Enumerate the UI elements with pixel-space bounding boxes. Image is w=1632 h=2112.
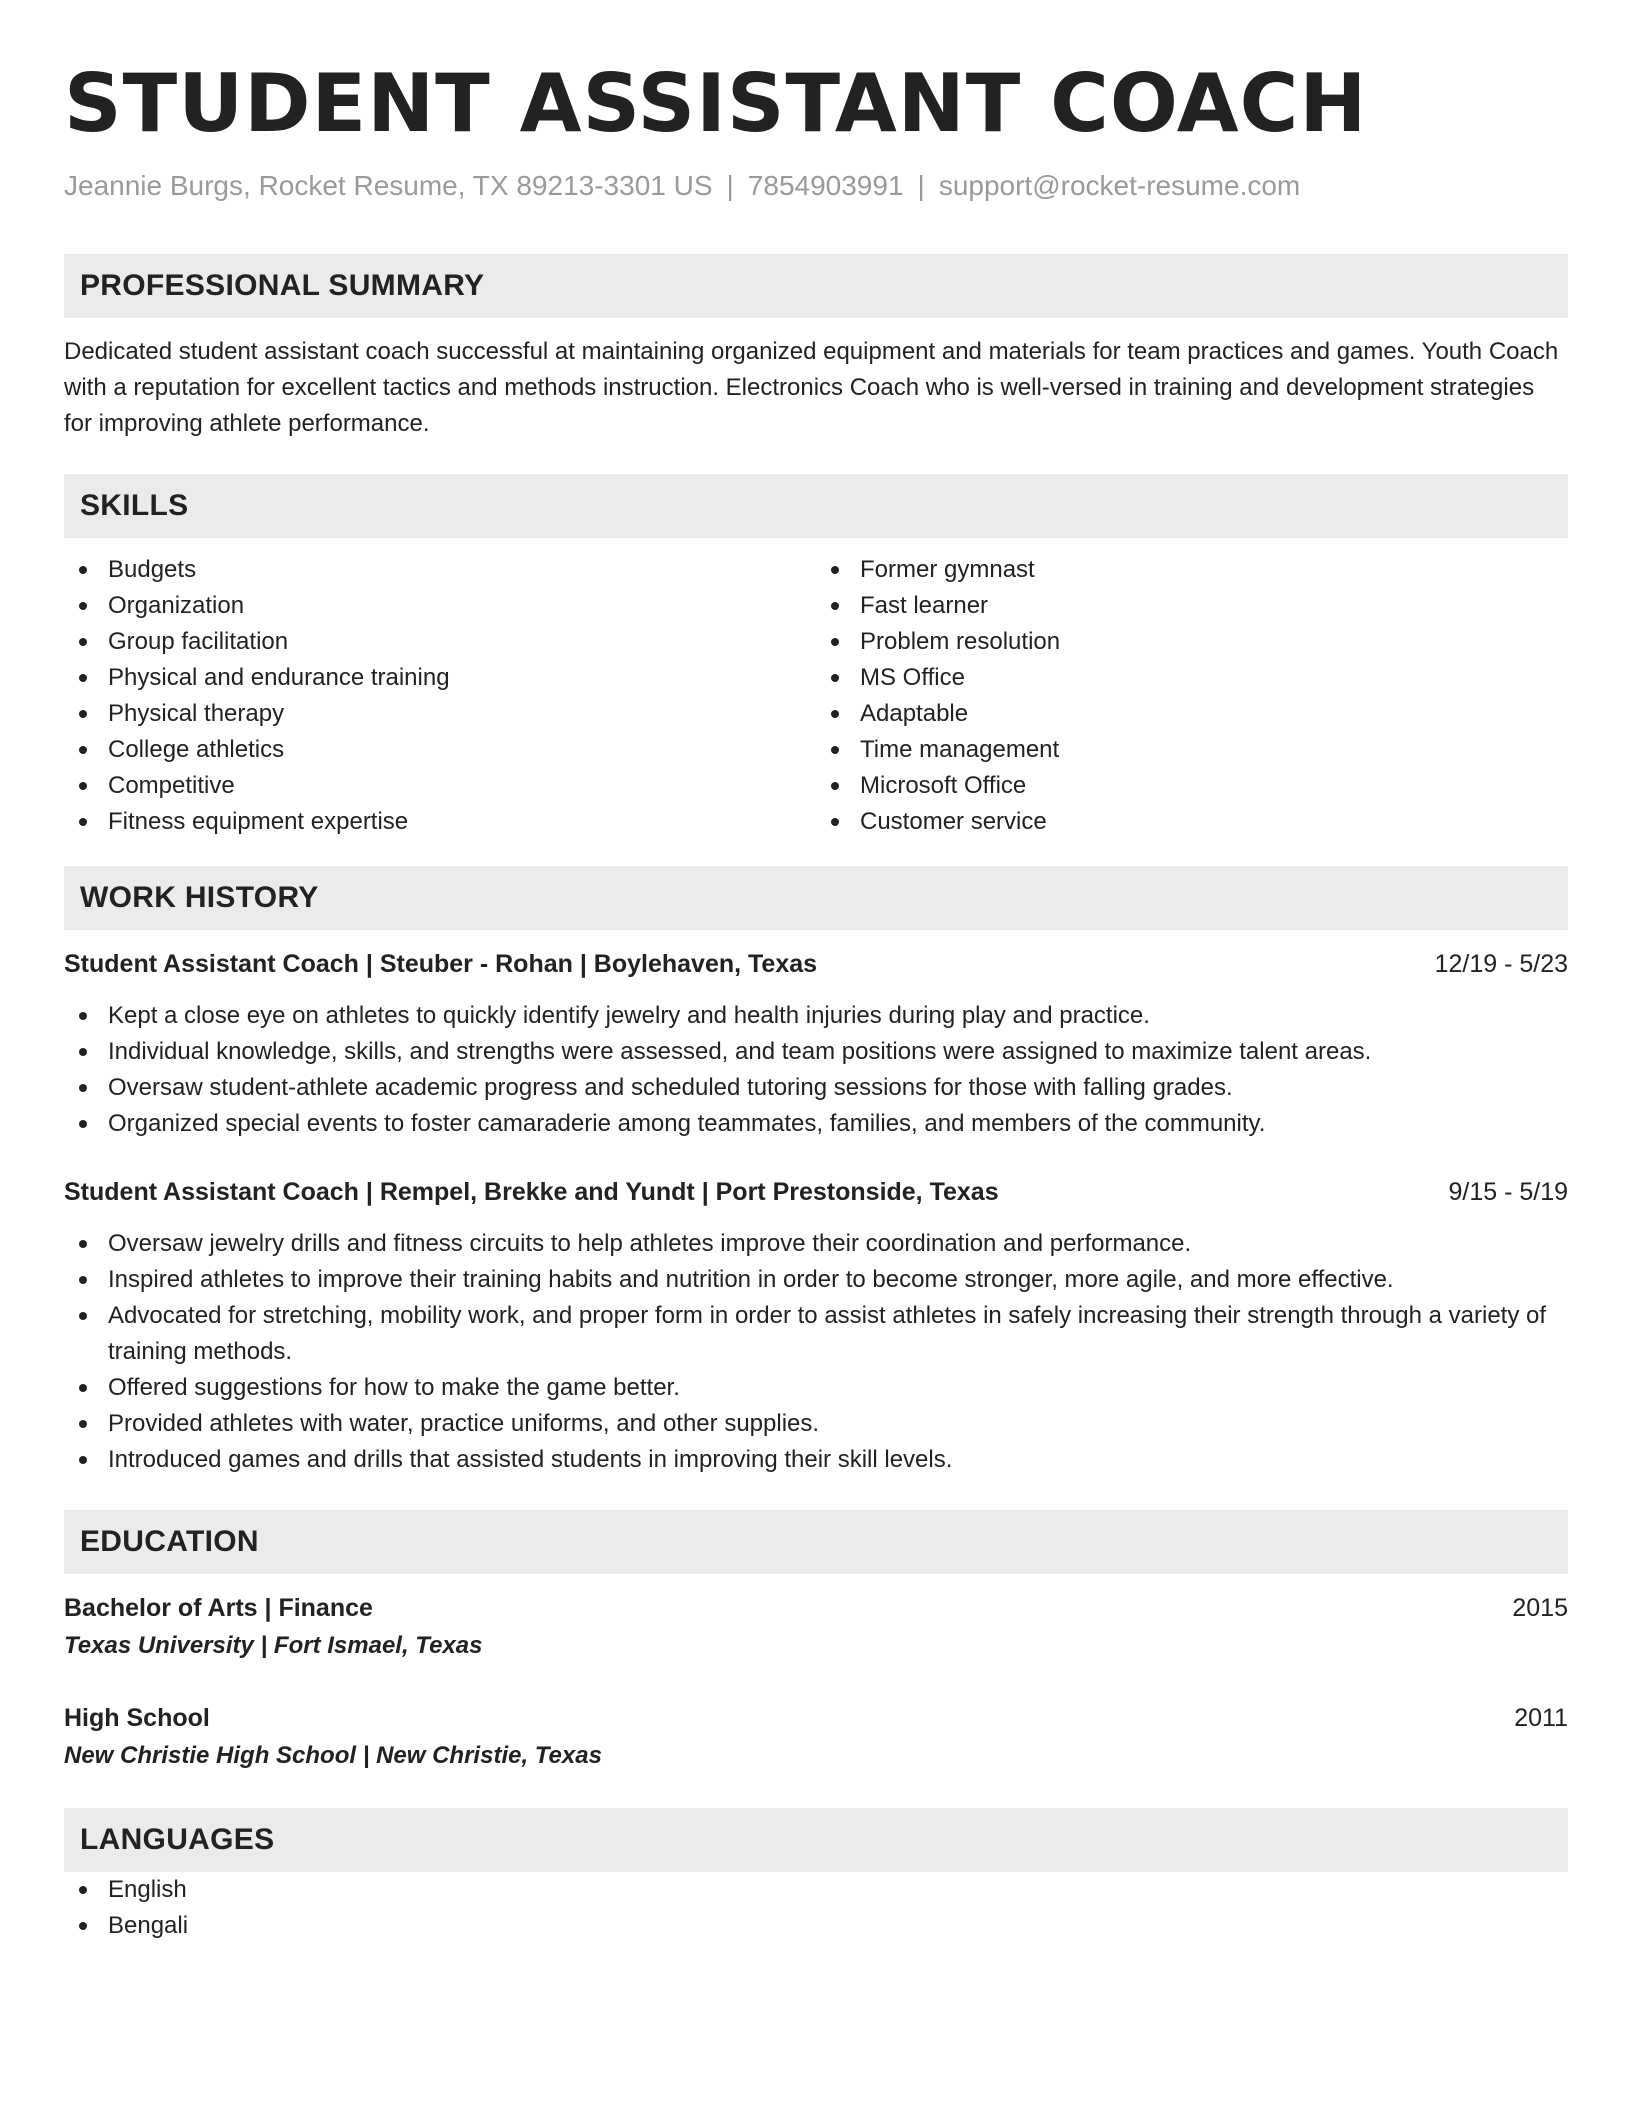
- bullet-icon: [79, 1384, 87, 1392]
- bullet-icon: [79, 1276, 87, 1284]
- education-header: [64, 1700, 1568, 1736]
- contact-line: [64, 168, 1568, 204]
- job-entry: [64, 1174, 1568, 1478]
- bullet-icon: [831, 710, 839, 718]
- bullet-icon: [79, 674, 87, 682]
- education-school: New Christie High School | New Christie, Texas: [64, 1742, 602, 1769]
- skill-item: Former gymnast: [816, 552, 1568, 588]
- job-bullet: Introduced games and drills that assisted students in improving their skill levels.: [64, 1442, 1568, 1478]
- bullet-icon: [79, 746, 87, 754]
- bullet-icon: [831, 782, 839, 790]
- summary-text: Dedicated student assistant coach successful at maintaining organized equipment and materials for team practices and games. Youth Coach with a reputation for excellent tactics and methods instruction. Electronics Coach who is well-versed in training and development strategies for improving athlete performance.: [64, 338, 1559, 437]
- bullet-icon: [79, 818, 87, 826]
- skills-grid: [64, 552, 1568, 840]
- bullet-icon: [831, 602, 839, 610]
- skills-column-right: [816, 552, 1568, 840]
- job-bullet: Oversaw student-athlete academic progress and scheduled tutoring sessions for those with falling grades.: [64, 1070, 1568, 1106]
- section-header-skills: SKILLS: [64, 474, 1568, 538]
- bullet-icon: [831, 638, 839, 646]
- education-header: [64, 1590, 1568, 1626]
- education-entry: [64, 1700, 1568, 1776]
- job-title: Student Assistant Coach | Rempel, Brekke and Yundt | Port Prestonside, Texas: [64, 1178, 999, 1206]
- bullet-icon: [79, 1922, 87, 1930]
- education-year: 2011: [1514, 1704, 1568, 1732]
- contact-address: Jeannie Burgs, Rocket Resume, TX 89213-3301 US: [64, 170, 713, 201]
- bullet-icon: [79, 782, 87, 790]
- job-dates: 9/15 - 5/19: [1448, 1178, 1568, 1206]
- skill-item: Adaptable: [816, 696, 1568, 732]
- skill-item: MS Office: [816, 660, 1568, 696]
- education-degree: High School: [64, 1704, 210, 1732]
- job-header: [64, 946, 1568, 982]
- job-bullet: Offered suggestions for how to make the game better.: [64, 1370, 1568, 1406]
- job-bullets: [64, 1226, 1568, 1478]
- bullet-icon: [79, 1012, 87, 1020]
- skill-item: Microsoft Office: [816, 768, 1568, 804]
- contact-separator: |: [726, 170, 734, 201]
- bullet-icon: [831, 818, 839, 826]
- skills-list-right: [816, 552, 1568, 840]
- job-bullet: Organized special events to foster camaraderie among teammates, families, and members of the community.: [64, 1106, 1568, 1142]
- bullet-icon: [79, 1084, 87, 1092]
- job-bullet: Inspired athletes to improve their training habits and nutrition in order to become stronger, more agile, and more effective.: [64, 1262, 1568, 1298]
- job-bullet: Advocated for stretching, mobility work, and proper form in order to assist athletes in safely increasing their strength through a variety of training methods.: [64, 1298, 1568, 1370]
- section-header-languages: LANGUAGES: [64, 1808, 1568, 1872]
- section-header-education: EDUCATION: [64, 1510, 1568, 1574]
- skills-list-left: [64, 552, 816, 840]
- skill-item: Customer service: [816, 804, 1568, 840]
- skill-item: College athletics: [64, 732, 816, 768]
- education-school: Texas University | Fort Ismael, Texas: [64, 1632, 483, 1659]
- bullet-icon: [79, 710, 87, 718]
- contact-email: support@rocket-resume.com: [938, 170, 1301, 201]
- bullet-icon: [79, 1312, 87, 1320]
- education-degree: Bachelor of Arts | Finance: [64, 1594, 373, 1622]
- job-title: Student Assistant Coach | Steuber - Rohan | Boylehaven, Texas: [64, 950, 818, 978]
- education-entry: [64, 1590, 1568, 1666]
- bullet-icon: [79, 1240, 87, 1248]
- section-header-summary: PROFESSIONAL SUMMARY: [64, 254, 1568, 318]
- skill-item: Physical and endurance training: [64, 660, 816, 696]
- skill-item: Problem resolution: [816, 624, 1568, 660]
- bullet-icon: [79, 1886, 87, 1894]
- job-bullet: Provided athletes with water, practice uniforms, and other supplies.: [64, 1406, 1568, 1442]
- skill-item: Time management: [816, 732, 1568, 768]
- language-item: Bengali: [64, 1908, 1568, 1944]
- skill-item: Fast learner: [816, 588, 1568, 624]
- bullet-icon: [79, 1048, 87, 1056]
- bullet-icon: [79, 602, 87, 610]
- resume-name: STUDENT ASSISTANT COACH: [64, 57, 1368, 150]
- job-bullet: Individual knowledge, skills, and strengths were assessed, and team positions were assigned to maximize talent areas.: [64, 1034, 1568, 1070]
- skill-item: Fitness equipment expertise: [64, 804, 816, 840]
- skill-item: Budgets: [64, 552, 816, 588]
- bullet-icon: [831, 674, 839, 682]
- job-entry: [64, 946, 1568, 1142]
- skill-item: Organization: [64, 588, 816, 624]
- job-bullets: [64, 998, 1568, 1142]
- contact-separator: |: [917, 170, 925, 201]
- language-item: English: [64, 1872, 1568, 1908]
- contact-phone: 7854903991: [747, 170, 904, 201]
- skill-item: Physical therapy: [64, 696, 816, 732]
- bullet-icon: [79, 1120, 87, 1128]
- skills-column-left: [64, 552, 816, 840]
- languages-list: [64, 1872, 1568, 1944]
- job-bullet: Oversaw jewelry drills and fitness circuits to help athletes improve their coordination and performance.: [64, 1226, 1568, 1262]
- education-year: 2015: [1512, 1594, 1568, 1622]
- bullet-icon: [79, 638, 87, 646]
- bullet-icon: [831, 566, 839, 574]
- skill-item: Group facilitation: [64, 624, 816, 660]
- job-dates: 12/19 - 5/23: [1434, 950, 1568, 978]
- section-header-work-history: WORK HISTORY: [64, 866, 1568, 930]
- bullet-icon: [831, 746, 839, 754]
- bullet-icon: [79, 566, 87, 574]
- skill-item: Competitive: [64, 768, 816, 804]
- job-header: [64, 1174, 1568, 1210]
- bullet-icon: [79, 1420, 87, 1428]
- bullet-icon: [79, 1456, 87, 1464]
- job-bullet: Kept a close eye on athletes to quickly identify jewelry and health injuries during play and practice.: [64, 998, 1568, 1034]
